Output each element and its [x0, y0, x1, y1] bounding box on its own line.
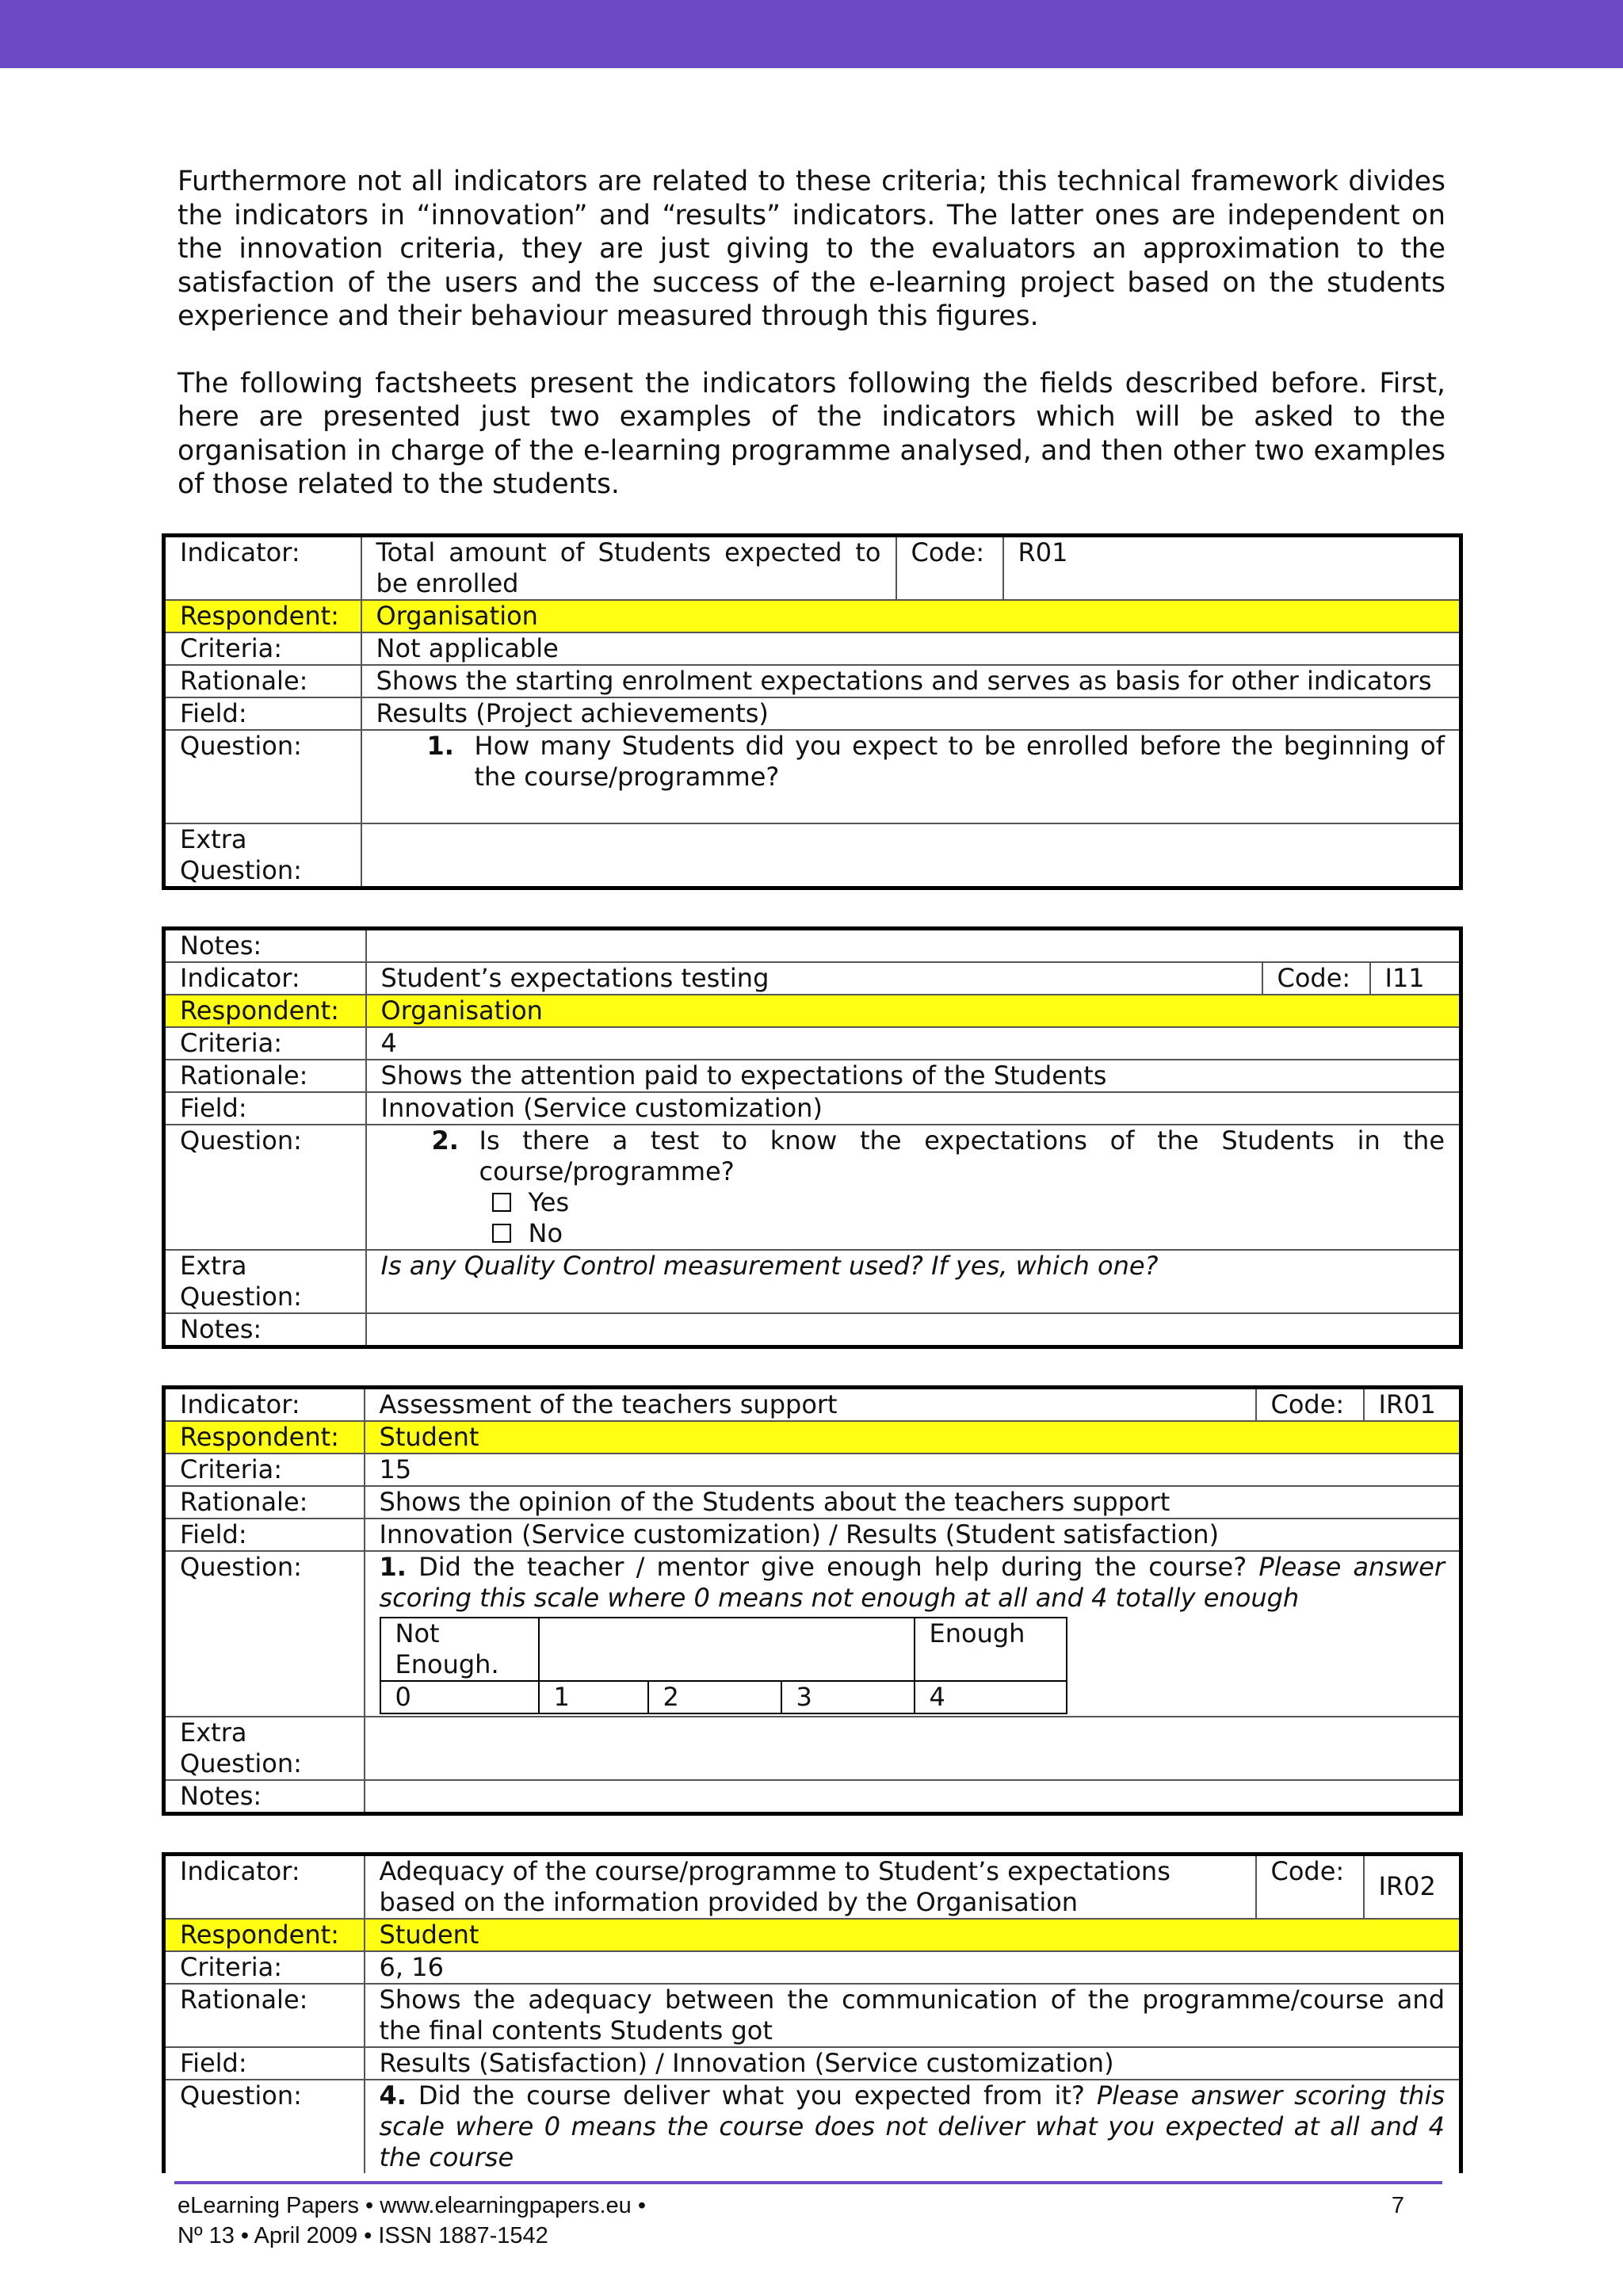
respondent-label: Respondent: [164, 600, 361, 632]
footer-issue: Nº 13 • April 2009 • ISSN 1887-1542 [178, 2223, 548, 2248]
criteria-label: Criteria: [164, 632, 361, 665]
question-number: 2. [431, 1125, 459, 1156]
indicator-value: Student’s expectations testing [366, 962, 1262, 995]
question-note: Please answer scoring this scale where 0 means not enough at all and 4 totally enough [379, 1551, 1445, 1613]
extra-question-value [365, 1717, 1461, 1780]
extra-question-value [361, 823, 1461, 888]
field-value: Results (Satisfaction) / Innovation (Service customization) [365, 2047, 1461, 2080]
notes-label: Notes: [164, 1313, 366, 1347]
rationale-value: Shows the starting enrolment expectations and serves as basis for other indicators [361, 665, 1461, 697]
question-label: Question: [164, 1125, 366, 1250]
question-label: Question: [164, 1551, 365, 1717]
field-value: Innovation (Service customization) [366, 1092, 1461, 1125]
rationale-value: Shows the opinion of the Students about the teachers support [365, 1486, 1461, 1519]
rationale-label: Rationale: [164, 1984, 365, 2047]
question-label: Question: [164, 730, 361, 823]
notes-value [366, 1313, 1461, 1347]
notes-label: Notes: [164, 928, 366, 962]
extra-question-label: Extra Question: [164, 823, 361, 888]
factsheet-r01 [162, 533, 1463, 890]
option-yes[interactable]: Yes [381, 1187, 1445, 1218]
question-note: Please answer scoring this scale where 0 means the course does not deliver what you expected at all and 4 the course [379, 2080, 1445, 2172]
field-label: Field: [164, 1092, 366, 1125]
scale-low-label: Not Enough. [380, 1618, 539, 1681]
field-label: Field: [164, 2047, 365, 2080]
footer-divider [174, 2181, 1442, 2184]
extra-question-value: Is any Quality Control measurement used? If yes, which one? [366, 1250, 1461, 1313]
header-bar [0, 0, 1623, 68]
checkbox-icon[interactable] [492, 1193, 511, 1212]
criteria-value: 15 [365, 1454, 1461, 1486]
respondent-value: Organisation [361, 600, 1461, 632]
question-cell [366, 1125, 1461, 1250]
scale-high-label: Enough [915, 1618, 1067, 1681]
code-value: I11 [1370, 962, 1461, 995]
question-text: How many Students did you expect to be enrolled before the beginning of the course/programme? [474, 730, 1445, 792]
indicator-value: Assessment of the teachers support [365, 1387, 1256, 1421]
code-label: Code: [896, 535, 1003, 600]
question-text: Did the course deliver what you expected from it? [418, 2080, 1085, 2111]
footer-publication: eLearning Papers • www.elearningpapers.eu • [178, 2193, 647, 2218]
scale-option-1[interactable]: 1 [539, 1681, 648, 1713]
code-value: IR02 [1364, 1854, 1461, 1919]
criteria-label: Criteria: [164, 1027, 366, 1060]
body-paragraph-2: The following factsheets present the indicators following the fields described before. First, here are presented just two examples of the indicators which will be asked to the organisation in charge of the e-learning programme analysed, and then other two examples of those related to the students. [178, 367, 1445, 500]
criteria-value: 6, 16 [365, 1951, 1461, 1984]
field-value: Innovation (Service customization) / Results (Student satisfaction) [365, 1519, 1461, 1551]
extra-question-label: Extra Question: [164, 1717, 365, 1780]
indicator-label: Indicator: [164, 962, 366, 995]
extra-question-label: Extra Question: [164, 1250, 366, 1313]
page-content [178, 165, 1445, 2210]
question-label: Question: [164, 2080, 365, 2173]
indicator-label: Indicator: [164, 535, 361, 600]
respondent-value: Student [365, 1919, 1461, 1951]
notes-label: Notes: [164, 1780, 365, 1814]
factsheet-ir02 [162, 1852, 1463, 2173]
indicator-label: Indicator: [164, 1854, 365, 1919]
factsheet-ir01 [162, 1385, 1463, 1816]
code-value: IR01 [1364, 1387, 1461, 1421]
page-number: 7 [1391, 2193, 1404, 2218]
body-paragraph-1: Furthermore not all indicators are related to these criteria; this technical framework divides the indicators in “innovation” and “results” indicators. The latter ones are independent on the innovation criteria, they are just giving to the evaluators an approximation to the satisfaction of the users and the success of the e-learning project based on the students experience and their behaviour measured through this figures. [178, 166, 1445, 332]
criteria-label: Criteria: [164, 1454, 365, 1486]
respondent-value: Student [365, 1421, 1461, 1454]
option-no[interactable]: No [381, 1218, 1445, 1249]
question-number: 1. [426, 730, 454, 761]
code-label: Code: [1256, 1854, 1364, 1919]
question-number: 1. [379, 1551, 407, 1582]
notes-value [365, 1780, 1461, 1814]
question-cell [361, 730, 1461, 823]
criteria-value: 4 [366, 1027, 1461, 1060]
indicator-value: Total amount of Students expected to be enrolled [361, 535, 896, 600]
scale-option-0[interactable]: 0 [380, 1681, 539, 1713]
field-label: Field: [164, 697, 361, 730]
rationale-value: Shows the adequacy between the communication of the programme/course and the final contents Students got [365, 1984, 1461, 2047]
respondent-label: Respondent: [164, 1919, 365, 1951]
rationale-label: Rationale: [164, 1486, 365, 1519]
scale-option-4[interactable]: 4 [915, 1681, 1067, 1713]
scale-option-3[interactable]: 3 [781, 1681, 915, 1713]
rating-scale [380, 1617, 1067, 1714]
question-cell [365, 1551, 1461, 1717]
checkbox-icon[interactable] [492, 1224, 511, 1243]
indicator-value: Adequacy of the course/programme to Student’s expectations based on the information provided by the Organisation [365, 1854, 1256, 1919]
notes-value [366, 928, 1461, 962]
scale-option-2[interactable]: 2 [648, 1681, 781, 1713]
rationale-label: Rationale: [164, 1060, 366, 1092]
respondent-label: Respondent: [164, 995, 366, 1027]
question-cell [365, 2080, 1461, 2173]
rationale-value: Shows the attention paid to expectations of the Students [366, 1060, 1461, 1092]
field-value: Results (Project achievements) [361, 697, 1461, 730]
factsheet-i11 [162, 926, 1463, 1349]
code-label: Code: [1256, 1387, 1364, 1421]
code-label: Code: [1262, 962, 1370, 995]
question-text: Did the teacher / mentor give enough help during the course? [418, 1551, 1247, 1582]
indicator-label: Indicator: [164, 1387, 365, 1421]
field-label: Field: [164, 1519, 365, 1551]
page-footer [178, 2191, 1404, 2251]
respondent-label: Respondent: [164, 1421, 365, 1454]
question-number: 4. [379, 2080, 407, 2111]
code-value: R01 [1003, 535, 1461, 600]
question-text: Is there a test to know the expectations of the Students in the course/programme? [479, 1125, 1445, 1186]
criteria-value: Not applicable [361, 632, 1461, 665]
rationale-label: Rationale: [164, 665, 361, 697]
respondent-value: Organisation [366, 995, 1461, 1027]
criteria-label: Criteria: [164, 1951, 365, 1984]
